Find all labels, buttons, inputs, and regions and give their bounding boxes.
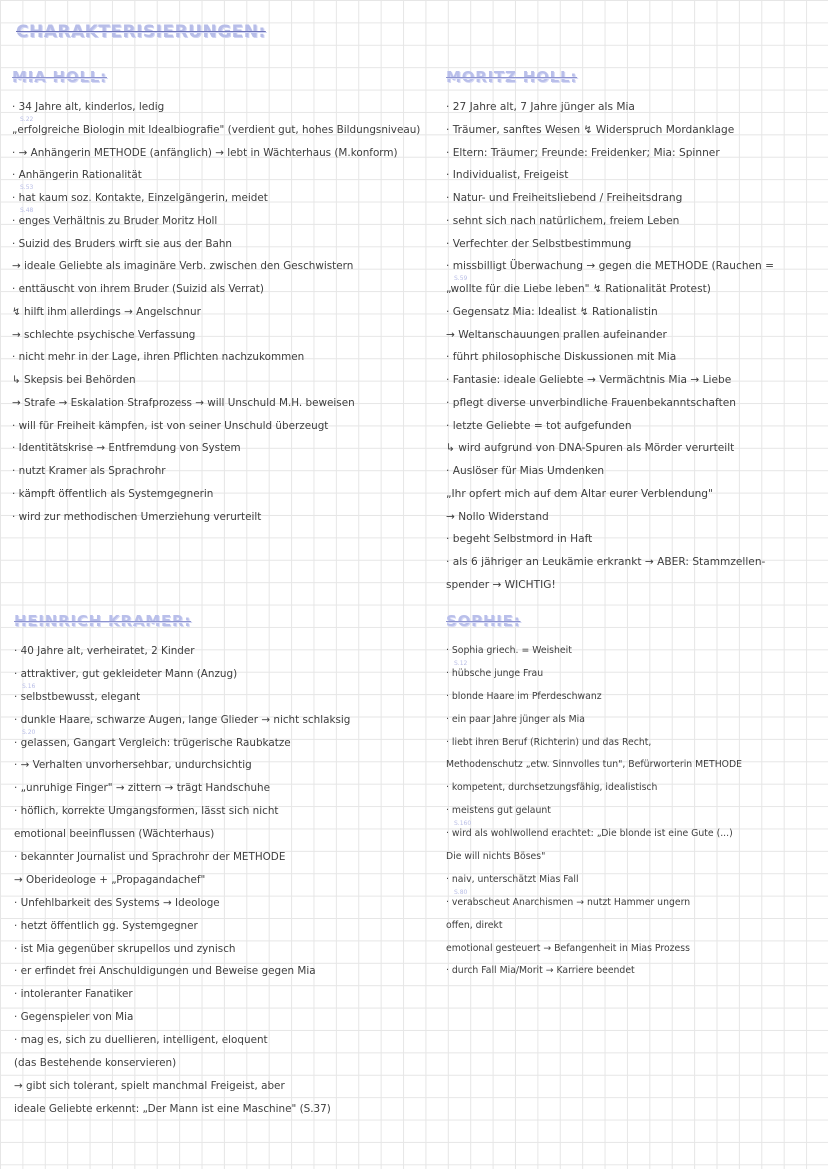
note-text: · nutzt Kramer als Sprachrohr	[12, 465, 166, 477]
note-text: → Weltanschauungen prallen aufeinander	[446, 328, 667, 341]
note-line	[14, 915, 350, 938]
note-text: · selbstbewusst, elegant	[14, 690, 141, 703]
section-sophie	[446, 612, 742, 983]
note-text: · mag es, sich zu duellieren, intelligent, eloquent	[14, 1034, 268, 1047]
note-line	[12, 115, 421, 142]
note-text: · Sophia griech. = Weisheit	[446, 645, 572, 656]
page-reference: S.53	[20, 184, 34, 191]
note-text: spender → WICHTIG!	[446, 578, 556, 591]
note-line	[446, 415, 774, 438]
note-text: · intoleranter Fanatiker	[14, 988, 133, 1001]
note-line	[12, 506, 420, 529]
note-text: emotional beeinflussen (Wächterhaus)	[14, 828, 215, 841]
note-line	[12, 346, 420, 369]
page-title: CHARAKTERISIERUNGEN:	[16, 22, 266, 42]
note-text: · nicht mehr in der Lage, ihren Pflichten nachzukommen	[12, 351, 305, 364]
note-line	[446, 142, 774, 165]
note-text: · Auslöser für Mias Umdenken	[446, 465, 605, 477]
note-text: · Gegenspieler von Mia	[14, 1011, 134, 1024]
note-text: · Träumer, sanftes Wesen ↯ Widerspruch Mordanklage	[446, 123, 735, 136]
note-line	[446, 437, 774, 460]
page-reference: S.59	[454, 275, 468, 282]
note-line	[446, 233, 774, 256]
note-line	[446, 551, 774, 574]
note-line	[446, 392, 774, 415]
note-line	[14, 663, 350, 686]
note-text: · bekannter Journalist und Sprachrohr der METHODE	[14, 851, 286, 864]
note-line	[446, 938, 742, 961]
note-line	[14, 709, 350, 732]
section-mia-holl	[12, 68, 420, 528]
note-text: · als 6 jähriger an Leukämie erkrankt → ABER: Stammzellen-	[446, 556, 766, 568]
note-text: · Gegensatz Mia: Idealist ↯ Rationalistin	[446, 305, 658, 318]
note-text: · dunkle Haare, schwarze Augen, lange Glieder → nicht schlaksig	[14, 713, 351, 726]
note-text: · sehnt sich nach natürlichem, freiem Leben	[446, 214, 680, 227]
note-text: · hetzt öffentlich gg. Systemgegner	[14, 919, 198, 932]
note-line	[14, 640, 350, 663]
note-line	[446, 960, 742, 983]
note-text: · höflich, korrekte Umgangsformen, lässt sich nicht	[14, 805, 279, 818]
note-line	[446, 506, 774, 529]
note-text: Die will nichts Böses"	[446, 851, 546, 863]
note-line	[446, 640, 742, 663]
note-line	[446, 119, 774, 142]
note-text: → Nollo Widerstand	[446, 510, 549, 523]
note-line	[12, 96, 420, 119]
note-line	[446, 846, 742, 869]
note-line	[446, 800, 742, 823]
note-text: · missbilligt Überwachung → gegen die METHODE (Rauchen =	[446, 260, 775, 273]
note-text: → gibt sich tolerant, spielt manchmal Freigeist, aber	[14, 1079, 285, 1092]
note-line	[12, 415, 420, 438]
note-text: ↯ hilft ihm allerdings → Angelschnur	[12, 305, 201, 318]
note-line	[14, 682, 350, 709]
note-text: ↳ wird aufgrund von DNA-Spuren als Mörder verurteilt	[446, 442, 735, 455]
note-text: · ist Mia gegenüber skrupellos und zynisch	[14, 942, 236, 955]
note-line	[12, 324, 420, 347]
note-text: · wird als wohlwollend erachtet: „Die blonde ist eine Gute (...)	[446, 828, 733, 840]
page-reference: S.22	[20, 115, 34, 123]
note-text: „Ihr opfert mich auf dem Altar eurer Verblendung"	[446, 487, 713, 500]
note-line	[446, 528, 774, 551]
section-title: MIA HOLL:	[12, 68, 107, 86]
note-line	[14, 938, 350, 961]
page-reference: S.20	[22, 728, 36, 736]
note-text: · enges Verhältnis zu Bruder Moritz Holl	[12, 214, 218, 227]
section-title: MORITZ HOLL:	[446, 68, 578, 86]
note-text: „wollte für die Liebe leben" ↯ Rationalität Protest)	[446, 283, 711, 295]
page-reference: S.160	[454, 820, 472, 828]
note-text: · Unfehlbarkeit des Systems → Ideologe	[14, 896, 220, 909]
section-heinrich-kramer	[14, 612, 350, 1121]
note-line	[446, 460, 774, 483]
note-text: · will für Freiheit kämpfen, ist von seiner Unschuld überzeugt	[12, 419, 329, 432]
note-text: · gelassen, Gangart Vergleich: trügerische Raubkatze	[14, 736, 291, 749]
note-line	[12, 206, 420, 233]
note-line	[446, 754, 742, 777]
note-text: · Anhängerin Rationalität	[12, 169, 142, 182]
note-text: · hübsche junge Frau	[446, 667, 544, 679]
note-text: · Fantasie: ideale Geliebte → Vermächtnis Mia → Liebe	[446, 374, 732, 386]
note-line	[14, 1029, 350, 1052]
note-line	[14, 983, 350, 1006]
note-text: · attraktiver, gut gekleideter Mann (Anzug)	[14, 667, 238, 680]
note-line	[446, 187, 774, 210]
note-line	[12, 301, 420, 324]
note-line	[14, 823, 350, 846]
note-line	[14, 800, 350, 823]
note-line	[14, 754, 350, 777]
note-text: · Natur- und Freiheitsliebend / Freiheitsdrang	[446, 192, 683, 204]
note-text: · führt philosophische Diskussionen mit Mia	[446, 351, 677, 364]
note-text: · pflegt diverse unverbindliche Frauenbekanntschaften	[446, 396, 736, 409]
section-title: SOPHIE:	[446, 612, 521, 630]
note-line	[12, 255, 420, 278]
page-reference: S.80	[454, 888, 468, 896]
note-text: · durch Fall Mia/Morit → Karriere beendet	[446, 965, 635, 977]
note-line	[446, 255, 774, 278]
note-line	[14, 1098, 350, 1121]
note-line	[446, 301, 774, 324]
note-line	[446, 574, 774, 597]
note-line	[446, 732, 742, 755]
note-line	[446, 915, 742, 938]
note-text: „erfolgreiche Biologin mit Idealbiografie" (verdient gut, hohes Bildungsniveau)	[12, 123, 421, 136]
note-line	[12, 164, 420, 187]
note-line	[12, 460, 420, 483]
note-text: offen, direkt	[446, 919, 503, 931]
note-text: · Eltern: Träumer; Freunde: Freidenker; Mia: Spinner	[446, 146, 720, 159]
note-text: · Suizid des Bruders wirft sie aus der Bahn	[12, 237, 232, 250]
note-text: · → Verhalten unvorhersehbar, undurchsichtig	[14, 759, 252, 772]
note-line	[12, 483, 420, 506]
note-text: (das Bestehende konservieren)	[14, 1057, 177, 1070]
note-line	[14, 960, 350, 983]
note-text: · begeht Selbstmord in Haft	[446, 533, 593, 546]
note-text: · 34 Jahre alt, kinderlos, ledig	[12, 101, 165, 113]
note-text: · Individualist, Freigeist	[446, 169, 569, 182]
note-text: · hat kaum soz. Kontakte, Einzelgängerin, meidet	[12, 192, 268, 204]
note-text: ideale Geliebte erkennt: „Der Mann ist eine Maschine" (S.37)	[14, 1102, 331, 1115]
note-line	[446, 709, 742, 732]
note-line	[446, 96, 774, 119]
note-line	[446, 346, 774, 369]
note-text: → Oberideologe + „Propagandachef"	[14, 873, 206, 886]
note-line	[446, 324, 774, 347]
note-text: · Verfechter der Selbstbestimmung	[446, 237, 632, 250]
note-line	[446, 820, 742, 846]
note-line	[446, 686, 742, 709]
note-line	[446, 659, 742, 686]
note-line	[446, 888, 742, 915]
note-line	[12, 233, 420, 256]
note-text: · Identitätskrise → Entfremdung von System	[12, 442, 241, 455]
note-line	[446, 275, 774, 301]
note-text: → schlechte psychische Verfassung	[12, 328, 196, 341]
note-line	[12, 437, 420, 460]
note-line	[14, 1052, 350, 1075]
note-line	[446, 869, 742, 892]
note-line	[446, 777, 742, 800]
note-line	[446, 164, 774, 187]
note-line	[12, 184, 420, 210]
page-reference: S.48	[20, 206, 34, 214]
note-line	[14, 892, 350, 915]
page-reference: S.12	[454, 659, 468, 667]
note-text: → Strafe → Eskalation Strafprozess → will Unschuld M.H. beweisen	[12, 396, 355, 409]
page-reference: S.16	[22, 682, 36, 690]
note-text: · naiv, unterschätzt Mias Fall	[446, 873, 579, 885]
note-text: · 27 Jahre alt, 7 Jahre jünger als Mia	[446, 101, 635, 113]
note-text: · „unruhige Finger" → zittern → trägt Handschuhe	[14, 782, 271, 795]
note-text: · meistens gut gelaunt	[446, 805, 551, 817]
note-text: · letzte Geliebte = tot aufgefunden	[446, 419, 632, 432]
note-line	[14, 777, 350, 800]
note-line	[14, 728, 350, 755]
section-title: HEINRICH KRAMER:	[14, 612, 192, 630]
note-text: · verabscheut Anarchismen → nutzt Hammer ungern	[446, 896, 691, 908]
note-text: · 40 Jahre alt, verheiratet, 2 Kinder	[14, 645, 195, 657]
note-line	[12, 278, 420, 301]
note-line	[14, 1006, 350, 1029]
note-line	[446, 210, 774, 233]
note-line	[14, 846, 350, 869]
note-text: · → Anhängerin METHODE (anfänglich) → lebt in Wächterhaus (M.konform)	[12, 146, 398, 159]
note-line	[446, 483, 774, 506]
note-text: · wird zur methodischen Umerziehung verurteilt	[12, 510, 262, 523]
note-text: · kämpft öffentlich als Systemgegnerin	[12, 487, 214, 500]
note-text: emotional gesteuert → Befangenheit in Mias Prozess	[446, 942, 690, 954]
note-line	[14, 1075, 350, 1098]
note-text: · blonde Haare im Pferdeschwanz	[446, 690, 602, 702]
note-line	[12, 369, 420, 392]
note-text: · ein paar Jahre jünger als Mia	[446, 713, 585, 725]
note-text: · liebt ihren Beruf (Richterin) und das Recht,	[446, 736, 652, 748]
note-text: → ideale Geliebte als imaginäre Verb. zwischen den Geschwistern	[12, 260, 354, 273]
note-text: · enttäuscht von ihrem Bruder (Suizid als Verrat)	[12, 283, 264, 295]
note-line	[12, 392, 420, 415]
note-text: ↳ Skepsis bei Behörden	[12, 374, 136, 386]
note-line	[446, 369, 774, 392]
section-moritz-holl	[446, 68, 774, 597]
note-line	[14, 869, 350, 892]
note-text: · er erfindet frei Anschuldigungen und Beweise gegen Mia	[14, 965, 316, 978]
note-line	[12, 142, 420, 165]
note-text: Methodenschutz „etw. Sinnvolles tun", Befürworterin METHODE	[446, 759, 743, 771]
note-text: · kompetent, durchsetzungsfähig, idealistisch	[446, 782, 658, 794]
